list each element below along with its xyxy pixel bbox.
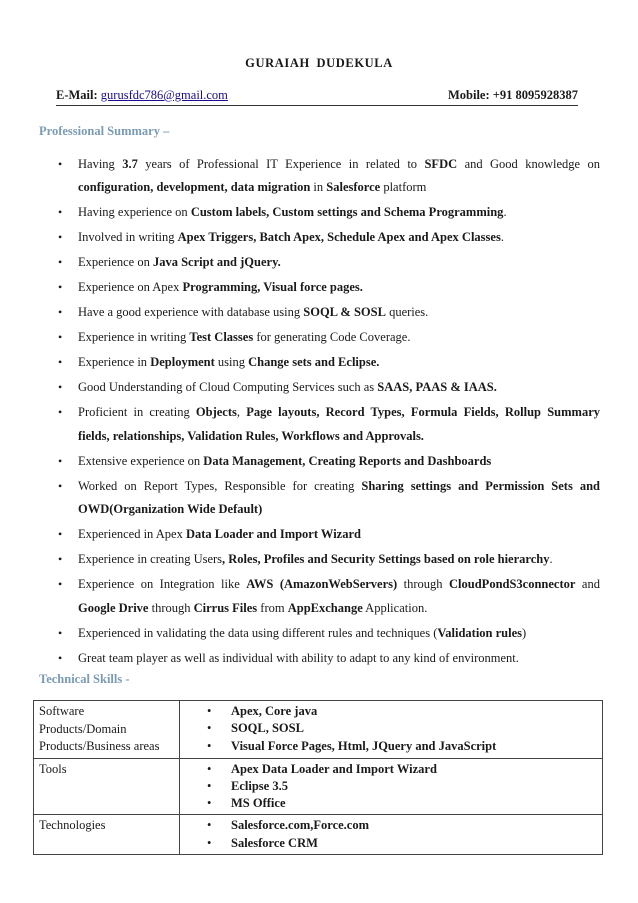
skill-category [34,701,180,759]
skill-category-text: Technologies [39,818,106,833]
skill-items [180,701,603,759]
summary-text: queries. [385,305,429,320]
summary-text: Having [78,157,123,171]
summary-text: , Roles, Profiles and Security Settings based on role hierarchy [222,552,550,567]
skill-category-text: Tools [39,761,67,776]
summary-text: Worked on Report Types, Responsible for creating [78,478,362,493]
summary-text: Good Understanding of Cloud Computing Services such as [78,380,378,395]
summary-item [56,201,600,224]
summary-item [56,351,600,374]
summary-text: and [575,577,600,592]
summary-text: Experienced in Apex [78,527,186,542]
summary-text: SFDC [424,157,458,171]
summary-text: SAAS, PAAS & IAAS. [377,380,497,395]
skill-item: • Eclipse 3.5 [185,778,597,795]
skills-row [34,701,603,759]
skill-item: • Salesforce CRM [185,835,597,852]
summary-text: Experience on [78,255,153,270]
summary-text: years of Professional IT Experience in related to [137,157,425,171]
summary-text: Experience in creating Users [78,552,223,567]
summary-text: Experience on Apex [78,280,183,295]
summary-text: Test Classes [189,330,254,345]
summary-text: SOQL & SOSL [303,305,386,320]
summary-text: Involved in writing [78,230,178,245]
contact-line [56,88,578,106]
summary-text: . [500,230,504,245]
summary-text: CloudPondS3connector [449,577,576,592]
summary-text: AppExchange [287,600,363,615]
summary-text: Experience in [78,355,151,370]
summary-text: Data Management, Creating Reports and Dashboards [203,453,492,468]
summary-text: Google Drive [78,600,149,615]
skill-items [180,815,603,855]
summary-text: Cirrus Files [193,600,258,615]
summary-text: and Good knowledge on [457,157,600,171]
summary-text: Deployment [150,355,215,370]
summary-text: platform [380,180,427,195]
summary-item [56,153,600,200]
professional-summary-list [56,153,600,672]
summary-text: using [214,355,249,370]
summary-item [56,647,600,670]
email-link[interactable]: gurusfdc786@gmail.com [100,88,228,102]
skill-item: • Apex, Core java [185,703,597,720]
summary-item [56,401,600,448]
summary-text: for generating Code Coverage. [253,330,411,345]
skill-items [180,758,603,815]
skill-category [34,815,180,855]
summary-text: Page layouts, Record Types, Formula Fields, Rollup Summary fields, relationships, Validation Rules, Workflows and Approvals. [78,405,600,443]
technical-skills-heading: Technical Skills - [39,672,130,686]
summary-text: Experience in writing [78,330,190,345]
skill-category-text: Products/Business areas [39,739,160,753]
summary-text: Custom labels, Custom settings and Schema Programming [190,205,504,220]
skill-item-list [185,703,597,755]
skills-row [34,758,603,815]
summary-text: Data Loader and Import Wizard [185,527,361,542]
skill-item: • Visual Force Pages, Html, JQuery and JavaScript [185,738,597,755]
professional-summary-heading: Professional Summary – [39,124,170,138]
skill-item: • MS Office [185,795,597,812]
summary-text: Validation rules [437,625,523,640]
summary-item [56,376,600,399]
summary-text: Programming, Visual force pages. [182,280,363,295]
skill-item-list [185,761,597,813]
summary-text: Java Script and jQuery. [152,255,281,270]
summary-text: Having experience on [78,205,191,220]
skill-item: • Salesforce.com,Force.com [185,817,597,834]
skill-category [34,758,180,815]
skill-category-text: Software [39,704,85,718]
summary-text: Have a good experience with database using [78,305,304,320]
summary-item [56,301,600,324]
summary-text: Change sets and Eclipse. [248,355,380,370]
summary-text: . [549,552,553,567]
summary-text: Sharing settings and Permission Sets and OWD(Organization Wide Default) [78,478,600,517]
summary-text: Proficient in creating [78,405,196,420]
summary-text: configuration, development, data migration [78,180,311,195]
summary-text: Salesforce [326,180,381,195]
summary-text: through [397,577,450,592]
summary-text: from [257,600,288,615]
summary-text: 3.7 [122,157,138,171]
summary-item [56,251,600,274]
summary-text: Experienced in validating the data using different rules and techniques ( [78,625,438,640]
summary-text: AWS (AmazonWebServers) [246,577,398,592]
email-block [56,88,228,103]
summary-text: Apex Triggers, Batch Apex, Schedule Apex and Apex Classes [177,230,501,245]
skills-row [34,815,603,855]
mobile-number: Mobile: +91 8095928387 [447,88,578,102]
summary-item [56,226,600,249]
summary-item [56,276,600,299]
summary-item [56,475,600,522]
summary-text: through [148,600,194,615]
summary-text: Great team player as well as individual with ability to adapt to any kind of environment. [78,650,519,665]
summary-text: Objects [195,405,237,420]
summary-text: Experience on Integration like [78,577,247,592]
summary-text: , [236,405,247,420]
summary-item [56,523,600,546]
skill-item: • SOQL, SOSL [185,720,597,737]
summary-text: in [310,180,327,195]
summary-text: Extensive experience on [78,453,204,468]
skill-item-list [185,817,597,852]
summary-text: Application. [362,600,428,615]
summary-item [56,326,600,349]
summary-item [56,450,600,473]
skill-category-text: Products/Domain [39,721,127,736]
skill-item: • Apex Data Loader and Import Wizard [185,761,597,778]
candidate-name: GURAIAH DUDEKULA [245,56,393,70]
summary-item [56,622,600,645]
summary-item [56,573,600,620]
email-label: E-Mail: [56,88,101,102]
summary-text: ) [522,625,527,640]
summary-item [56,548,600,571]
summary-text: . [503,205,507,220]
technical-skills-table [33,700,603,855]
